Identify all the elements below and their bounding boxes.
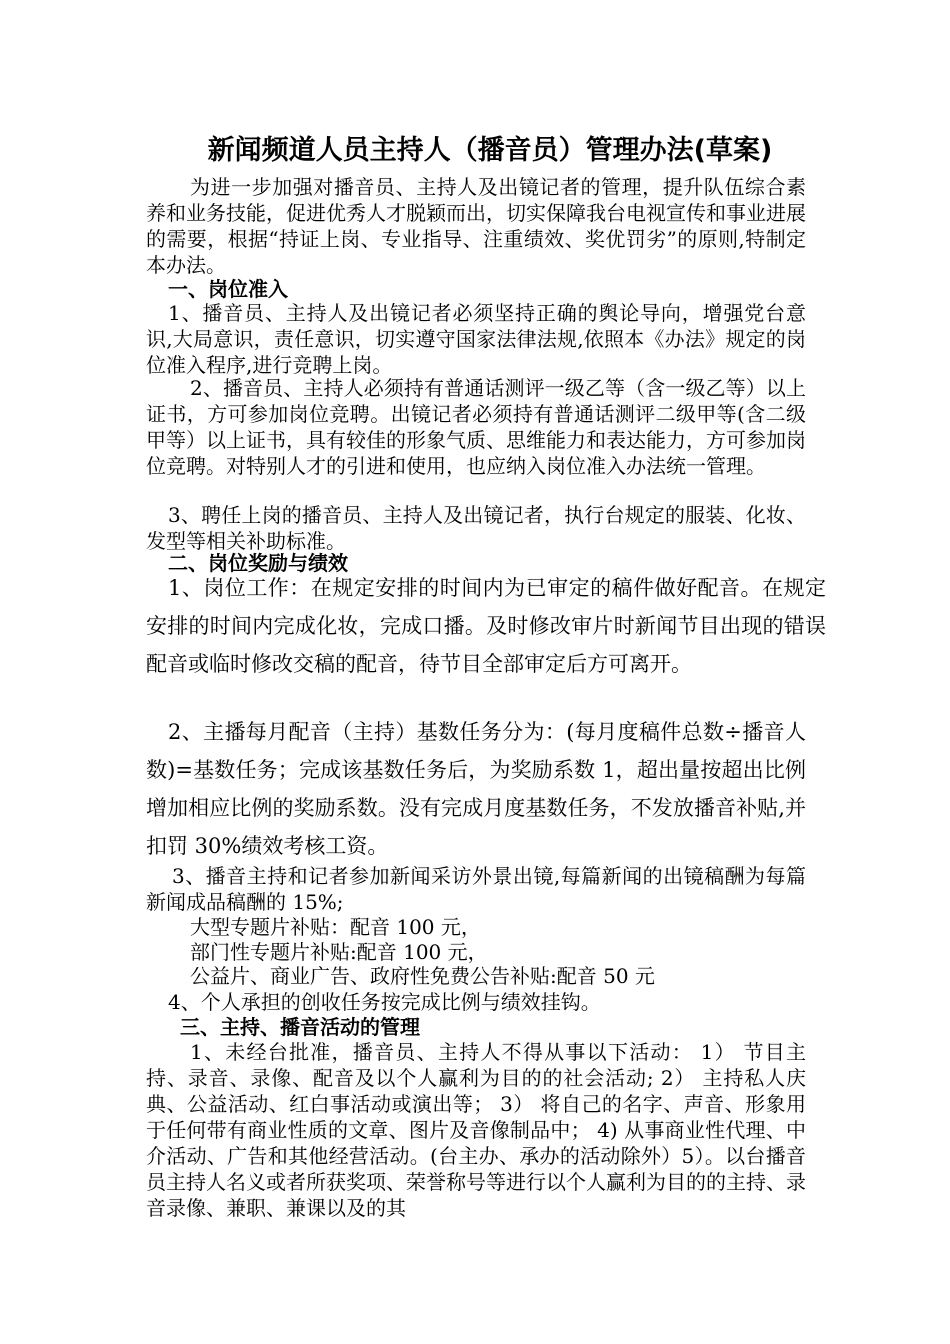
section-heading-2: 二、岗位奖励与绩效 [168,551,348,575]
subsidy-line-2: 部门性专题片补贴:配音 100 元， [190,940,488,964]
section2-paragraph-1: 1、岗位工作：在规定安排的时间内为已审定的稿件做好配音。在规定安排的时间内完成化妆，完成口播。及时修改审片时新闻节目出现的错误配音或临时修改交稿的配音，待节目全部审定后方可离开。 [146,576,826,676]
section3-paragraph-1: 1、未经台批准，播音员、主持人不得从事以下活动： 1） 节目主持、录音、录像、配音及以个人赢利为目的的社会活动; 2） 主持私人庆典、公益活动、红白事活动或演出等； 3） 将自己的名字、声音、形象用于任何带有商业性质的文章、图片及音像制品中； 4) 从事商业性代理、中介活动、广告和其他经营活动。(台主办、承办的活动除外）5）。以台播音员主持人名义或者所获奖项、荣誉称号等进行以个人赢利为目的的主持、录音录像、兼职、兼课以及的其 [146,1040,806,1220]
section1-paragraph-2: 2、播音员、主持人必须持有普通话测评一级乙等（含一级乙等）以上证书，方可参加岗位竞聘。出镜记者必须持有普通话测评二级甲等(含二级甲等）以上证书，具有较佳的形象气质、思维能力和表达能力，方可参加岗位竞聘。对特别人才的引进和使用，也应纳入岗位准入办法统一管理。 [146,376,806,478]
subsidy-line-3: 公益片、商业广告、政府性免费公告补贴:配音 50 元 [190,964,655,988]
document-title: 新闻频道人员主持人（播音员）管理办法(草案) [207,135,773,166]
section2-paragraph-2: 2、主播每月配音（主持）基数任务分为：(每月度稿件总数÷播音人数)=基数任务；完成该基数任务后，为奖励系数 1，超出量按超出比例增加相应比例的奖励系数。没有完成月度基数任务，不发放播音补贴,并扣罚 30%绩效考核工资。 [146,720,806,858]
section1-paragraph-1: 1、播音员、主持人及出镜记者必须坚持正确的舆论导向，增强党台意识,大局意识，责任意识，切实遵守国家法律法规,依照本《办法》规定的岗位准入程序,进行竞聘上岗。 [146,301,806,377]
intro-paragraph: 为进一步加强对播音员、主持人及出镜记者的管理，提升队伍综合素养和业务技能，促进优秀人才脱颖而出，切实保障我台电视宣传和事业进展的需要，根据“持证上岗、专业指导、注重绩效、奖优罚劣”的原则,特制定本办法。 [146,175,806,277]
subsidy-line-1: 大型专题片补贴：配音 100 元， [190,915,481,939]
section2-paragraph-4: 4、个人承担的创收任务按完成比例与绩效挂钩。 [168,990,601,1014]
section1-paragraph-3: 3、聘任上岗的播音员、主持人及出镜记者，执行台规定的服装、化妆、发型等相关补助标准。 [146,503,806,553]
section2-paragraph-3: 3、播音主持和记者参加新闻采访外景出镜,每篇新闻的出镜稿酬为每篇新闻成品稿酬的 15%; [146,864,806,914]
section-heading-3: 三、主持、播音活动的管理 [180,1015,420,1039]
section-heading-1: 一、岗位准入 [168,277,288,301]
